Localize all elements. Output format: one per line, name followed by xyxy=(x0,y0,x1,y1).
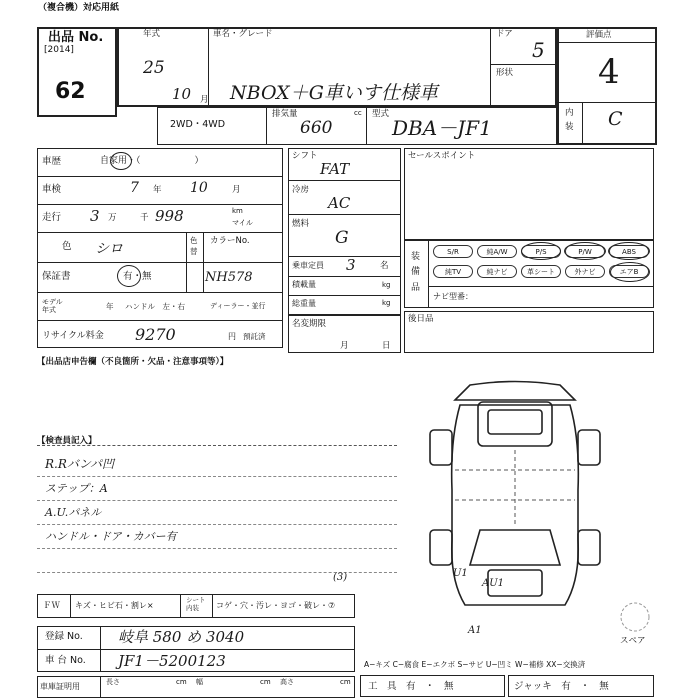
spare-tire-icon xyxy=(618,600,652,634)
handle-label: ハンドル 左・右 xyxy=(125,302,185,311)
chip-sr: S/R xyxy=(433,245,473,258)
inspector-note-1: R.Rバンパ凹 xyxy=(45,457,115,471)
cert-width-cm: cm xyxy=(260,678,271,686)
cert-length-cm: cm xyxy=(176,678,187,686)
pw-circle xyxy=(564,242,606,260)
shift-value: FAT xyxy=(320,160,350,178)
model-year-label: 年式 xyxy=(143,29,161,39)
color-no-label: カラーNo. xyxy=(210,236,250,246)
name-change-label: 名変期限 xyxy=(292,319,327,329)
lot-label: 出品 No. xyxy=(48,30,104,45)
history-options: 自家用・（ ） xyxy=(100,156,204,166)
model-year-sub-unit: 年 xyxy=(106,302,114,311)
cert-length: 長さ xyxy=(106,678,120,686)
jack-label: ジャッキ 有 ・ 無 xyxy=(514,681,609,692)
load-kg-unit: kg xyxy=(382,281,391,289)
inspector-label: 【検査員記入】 xyxy=(37,436,97,446)
form-title: （複合機）対応用紙 xyxy=(38,3,120,13)
sales-point-label: セールスポイント xyxy=(408,151,476,161)
name-grade-label: 車名・グレード xyxy=(213,29,273,39)
door-label: ドア xyxy=(496,29,513,39)
reg-no-value: 岐阜 580 め 3040 xyxy=(118,628,245,646)
chip-abs: ABS xyxy=(609,245,649,258)
equipment-label: 装備品 xyxy=(411,252,421,293)
mileage-sen-value: 998 xyxy=(155,207,184,225)
recycle-label: リサイクル料金 xyxy=(42,331,104,341)
recycle-deposit: 預託済 xyxy=(243,332,266,341)
type-label: 型式 xyxy=(372,109,390,119)
warranty-options: 有・無 xyxy=(123,271,152,282)
color-label: 色 xyxy=(62,241,72,252)
cc-unit: cc xyxy=(354,109,362,117)
reg-no-label: 登録 No. xyxy=(45,631,83,642)
diagram-mark-a1: A1 xyxy=(468,625,482,636)
navi-label: ナビ型番： xyxy=(433,292,473,301)
sales-point-box xyxy=(404,148,654,240)
lot-year-tag: [2014] xyxy=(44,45,74,55)
load-label: 積載量 xyxy=(292,280,316,289)
gross-kg-unit: kg xyxy=(382,299,391,307)
month-unit: 月 xyxy=(200,95,209,105)
lot-number: 62 xyxy=(55,79,86,104)
after-label: 後日品 xyxy=(408,314,434,324)
car-diagram xyxy=(410,380,620,620)
inspector-note-2: ステップ：A xyxy=(45,482,108,495)
seller-notice: 【出品店申告欄（不良箇所・欠品・注意事項等）】 xyxy=(37,357,229,367)
recycle-unit: 円 xyxy=(228,332,236,341)
mileage-label: 走行 xyxy=(42,212,62,223)
inspector-note-4: ハンドル・ドア・カバー有 xyxy=(45,530,177,543)
fuel-value: G xyxy=(335,228,349,248)
chip-ext-navi: 外ナビ xyxy=(565,265,605,278)
capacity-value: 3 xyxy=(346,256,356,274)
abs-circle xyxy=(608,242,650,260)
fw-label: ＦＷ xyxy=(43,601,61,611)
mileage-man-unit: 万 xyxy=(108,213,117,223)
car-name-value: NBOX＋G車いす仕様車 xyxy=(230,82,438,104)
inspection-year-unit: 年 xyxy=(153,185,162,195)
sheet-items: コゲ・穴・汚レ・ヨゴ・破レ・⑦ xyxy=(216,601,336,610)
warranty-label: 保証書 xyxy=(42,271,71,282)
fuel-label: 燃料 xyxy=(292,219,310,229)
ac-label: 冷房 xyxy=(292,185,310,195)
diagram-mark-au1: AU1 xyxy=(482,578,505,589)
fw-mark: (3) xyxy=(333,572,348,583)
inspector-note-3: A.U.パネル xyxy=(45,506,102,519)
chip-pw: P/W xyxy=(565,245,605,258)
color-value: シロ xyxy=(95,241,123,257)
color-change-label: 色替 xyxy=(190,236,198,256)
month-value: 10 xyxy=(172,85,192,103)
mileage-sen-unit: 千 xyxy=(140,213,149,223)
tools-label: 工 具 有 ・ 無 xyxy=(368,681,454,692)
model-year-sub-label: モデル年式 xyxy=(42,298,63,315)
chip-airbag: エアB xyxy=(609,265,649,278)
grade-label: 評価点 xyxy=(586,30,612,40)
history-circle xyxy=(110,152,132,170)
drive-label: 2WD・4WD xyxy=(170,119,226,130)
interior-label: 内装 xyxy=(565,108,574,132)
inspection-year-value: 7 xyxy=(130,180,139,196)
damage-legend: A−キズ C−腐食 E−エクボ S−サビ U−凹ミ W−補修 XX−交換済 xyxy=(364,660,586,669)
interior-value: C xyxy=(608,108,623,130)
cert-height: 高さ xyxy=(280,678,294,686)
chip-navi: 純ナビ xyxy=(477,265,517,278)
name-change-day: 日 xyxy=(382,341,391,351)
shift-label: シフト xyxy=(292,151,318,161)
displacement-label: 排気量 xyxy=(272,109,298,119)
inspection-month-unit: 月 xyxy=(232,185,241,195)
spare-label: スペア xyxy=(620,636,646,646)
ac-value: AC xyxy=(328,194,351,212)
grade-value: 4 xyxy=(598,52,620,92)
type-value: DBA－JF1 xyxy=(392,116,492,140)
chassis-no-value: JF1－5200123 xyxy=(118,652,226,670)
vehicle-info-box xyxy=(37,148,283,348)
cert-label: 車庫証明用 xyxy=(40,682,80,691)
chassis-label: 車 台 No. xyxy=(45,655,86,666)
year-value: 25 xyxy=(143,58,165,78)
ps-circle xyxy=(521,242,561,260)
chip-alloy: 純A/W xyxy=(477,245,517,258)
history-label: 車歴 xyxy=(42,156,62,167)
after-box xyxy=(404,311,654,353)
diagram-mark-u1: U1 xyxy=(453,568,468,579)
chip-leather: 革シート xyxy=(521,265,561,278)
dealer-label: ディーラー・並行 xyxy=(210,302,266,310)
displacement-value: 660 xyxy=(300,118,333,138)
shape-label: 形状 xyxy=(496,68,514,78)
recycle-value: 9270 xyxy=(135,325,176,344)
sheet-label: シート内装 xyxy=(186,596,206,612)
cert-width: 幅 xyxy=(196,678,203,686)
color-no-value: NH578 xyxy=(205,270,253,285)
warranty-circle xyxy=(117,265,141,287)
gross-label: 総重量 xyxy=(292,299,316,308)
cert-height-cm: cm xyxy=(340,678,351,686)
mileage-km-unit: km xyxy=(232,207,243,215)
name-change-month: 月 xyxy=(340,341,349,351)
inspection-label: 車検 xyxy=(42,184,62,195)
mileage-man-value: 3 xyxy=(90,207,100,225)
capacity-label: 乗車定員 xyxy=(292,261,324,270)
chip-tv: 純TV xyxy=(433,265,473,278)
mileage-mile-unit: マイル xyxy=(232,219,253,227)
capacity-unit: 名 xyxy=(380,261,389,271)
fw-items: キズ・ヒビ石・割レ× xyxy=(75,601,154,610)
chip-ps: P/S xyxy=(521,245,561,258)
airbag-circle xyxy=(610,262,650,282)
inspection-month-value: 10 xyxy=(190,180,208,196)
door-value: 5 xyxy=(532,38,545,62)
